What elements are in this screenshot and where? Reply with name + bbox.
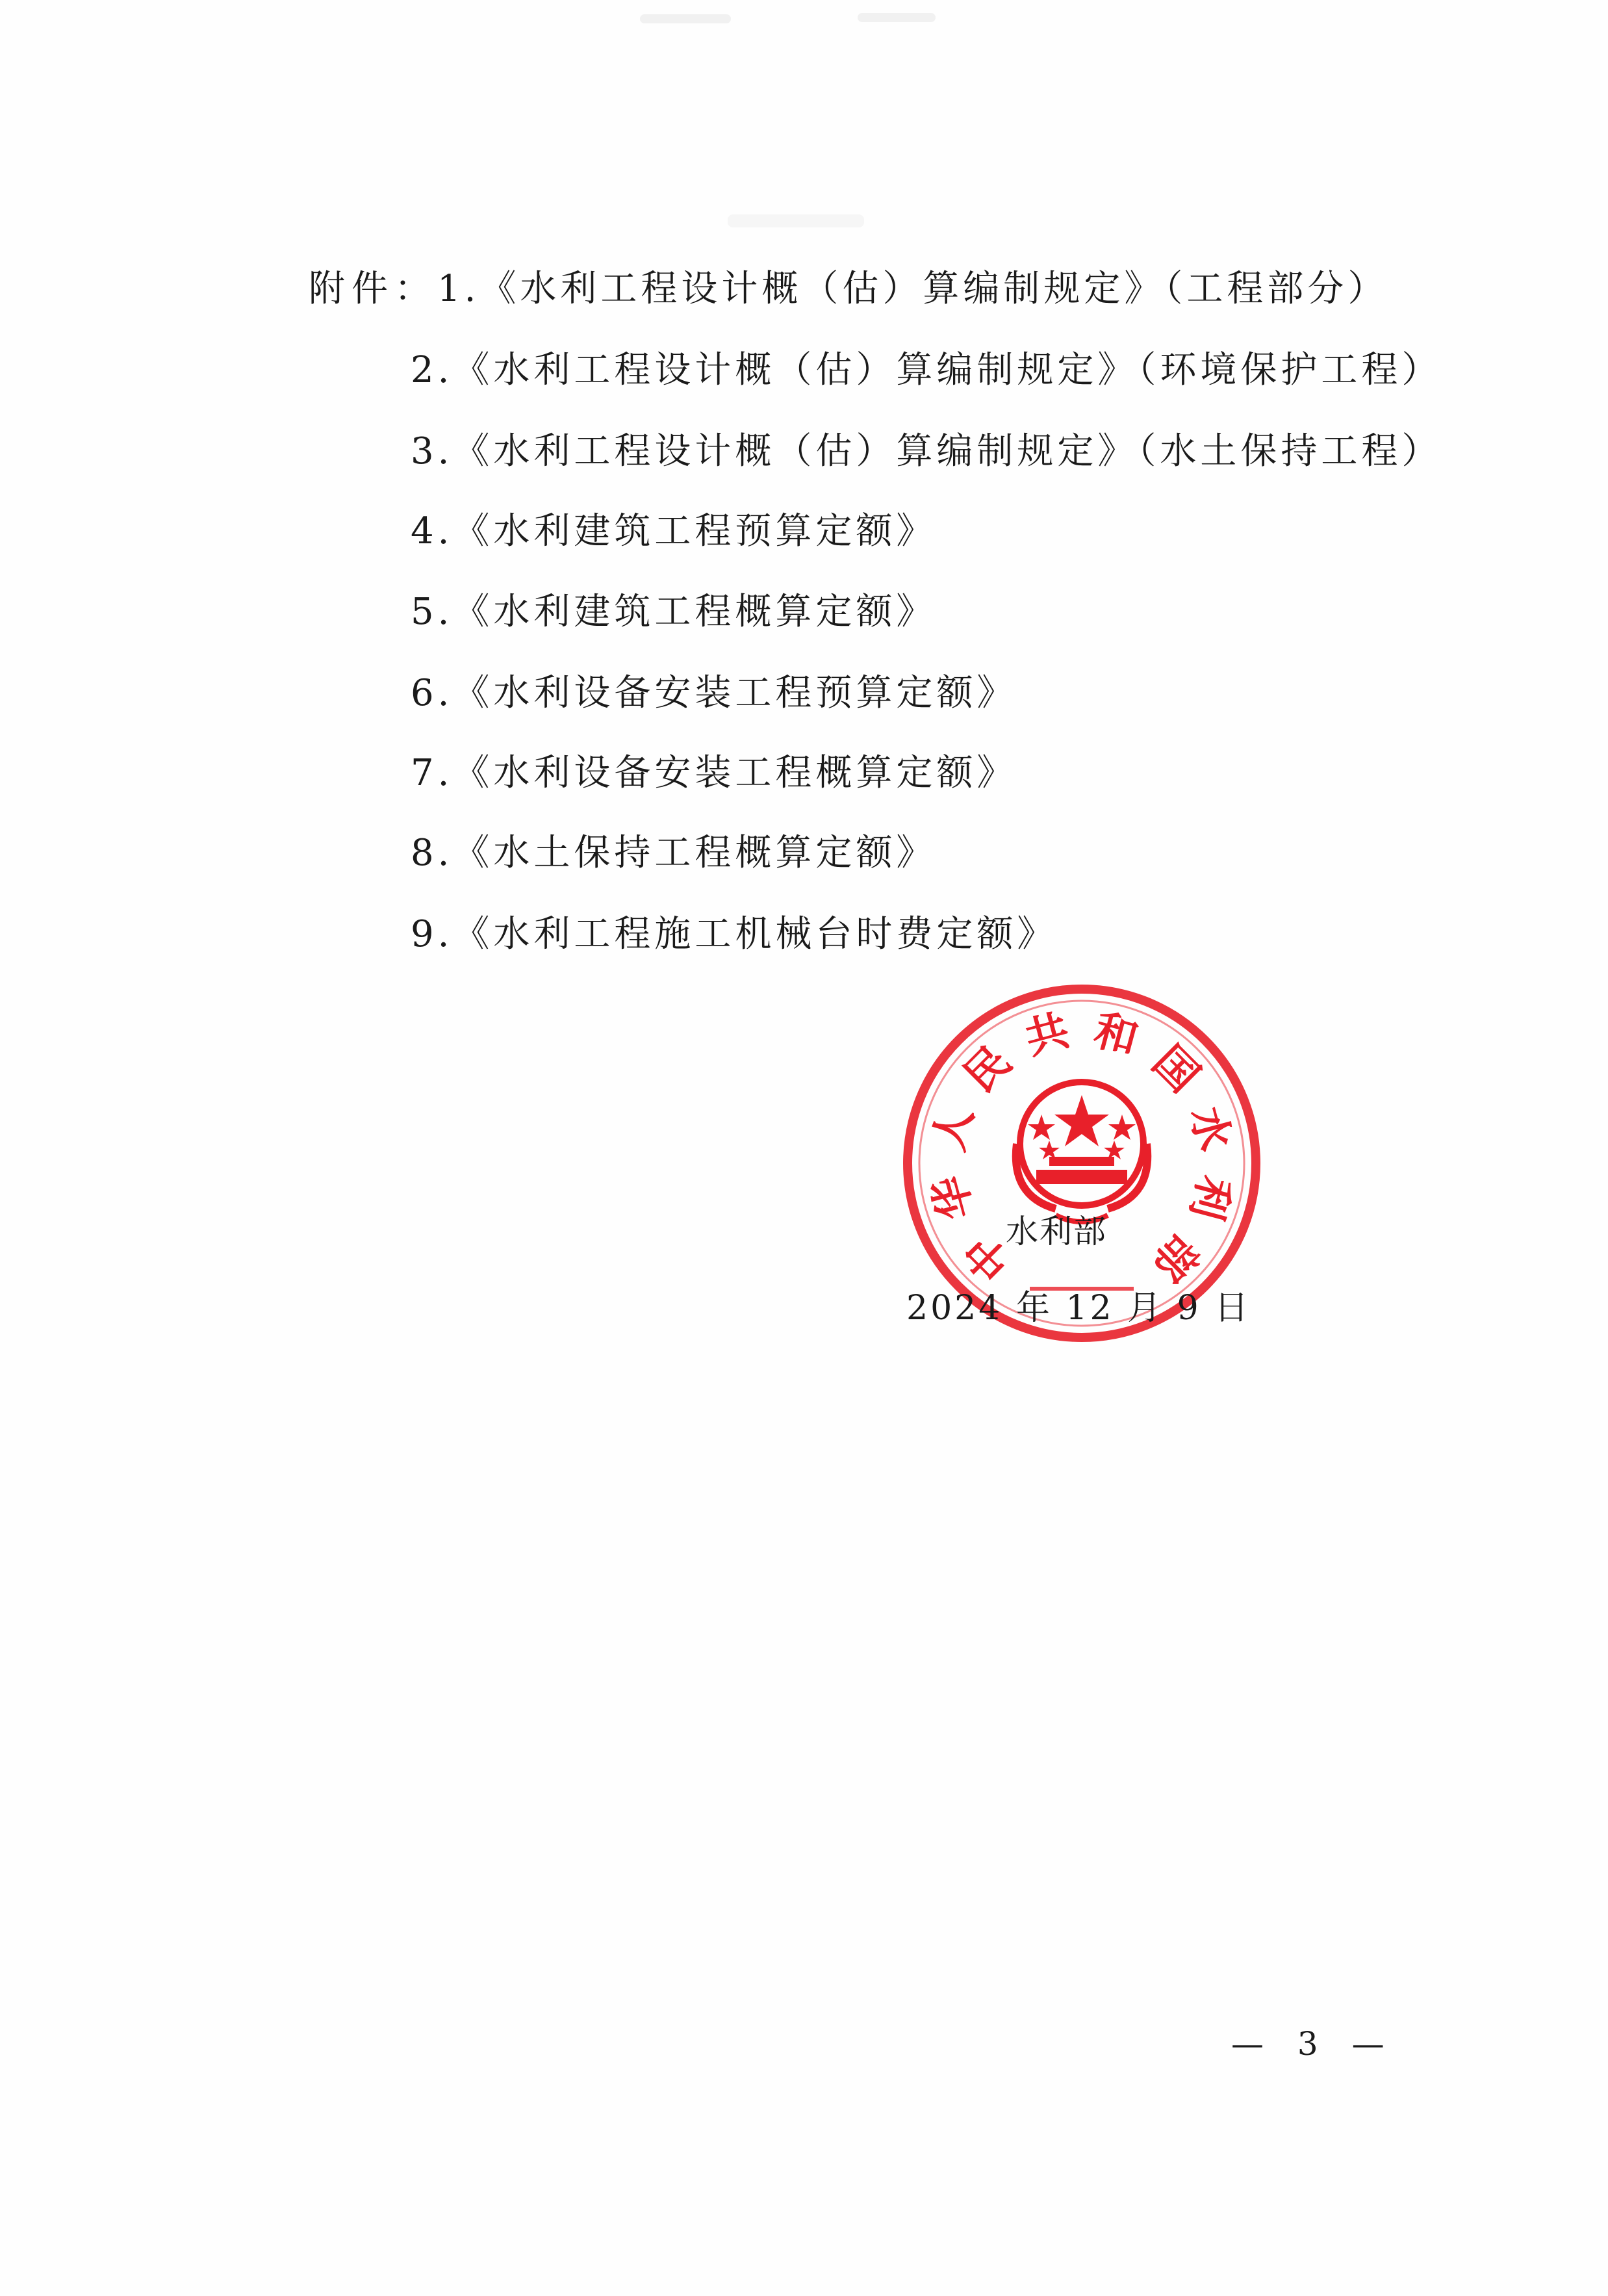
attachment-item-6: 6.《水利设备安装工程预算定额》: [411, 672, 1017, 714]
attachment-item-5: 5.《水利建筑工程概算定额》: [411, 591, 937, 633]
signing-organization: 水利部: [1006, 1213, 1107, 1250]
attachment-item-2: 2.《水利工程设计概（估）算编制规定》（环境保护工程）: [411, 349, 1442, 391]
page-number: — 3 —: [1231, 2025, 1396, 2063]
attachment-item-8: 8.《水土保持工程概算定额》: [411, 832, 937, 874]
scan-artifact: [640, 14, 731, 23]
attachment-item-7: 7.《水利设备安装工程概算定额》: [411, 752, 1017, 794]
seal-ring-char: 共: [1020, 1005, 1075, 1064]
attachment-item-3: 3.《水利工程设计概（估）算编制规定》（水土保持工程）: [411, 430, 1442, 472]
signing-date: 2024 年 12 月 9 日: [906, 1289, 1251, 1328]
attachment-prefix: 附件：: [309, 268, 437, 310]
scan-artifact: [728, 214, 864, 227]
seal-ring-char: 利: [1180, 1170, 1240, 1225]
seal-ring-char: 部: [1143, 1224, 1209, 1291]
attachment-item-1: [309, 263, 1388, 315]
national-emblem-icon: [1016, 1082, 1148, 1222]
seal-ring-char: 中: [954, 1224, 1021, 1291]
seal-ring-char: 人: [923, 1102, 983, 1156]
seal-ring-char: 和: [1089, 1005, 1143, 1064]
scan-artifact: [858, 13, 936, 22]
attachment-item-4: 4.《水利建筑工程预算定额》: [411, 510, 937, 552]
seal-ring-char: 华: [923, 1170, 983, 1225]
seal-ring-char: 民: [954, 1036, 1021, 1102]
seal-ring-char: 水: [1180, 1102, 1240, 1156]
attachment-item-text: 1.《水利工程设计概（估）算编制规定》（工程部分）: [437, 268, 1388, 310]
attachment-item-9: 9.《水利工程施工机械台时费定额》: [411, 913, 1058, 955]
seal-ring-char: 国: [1143, 1036, 1209, 1102]
